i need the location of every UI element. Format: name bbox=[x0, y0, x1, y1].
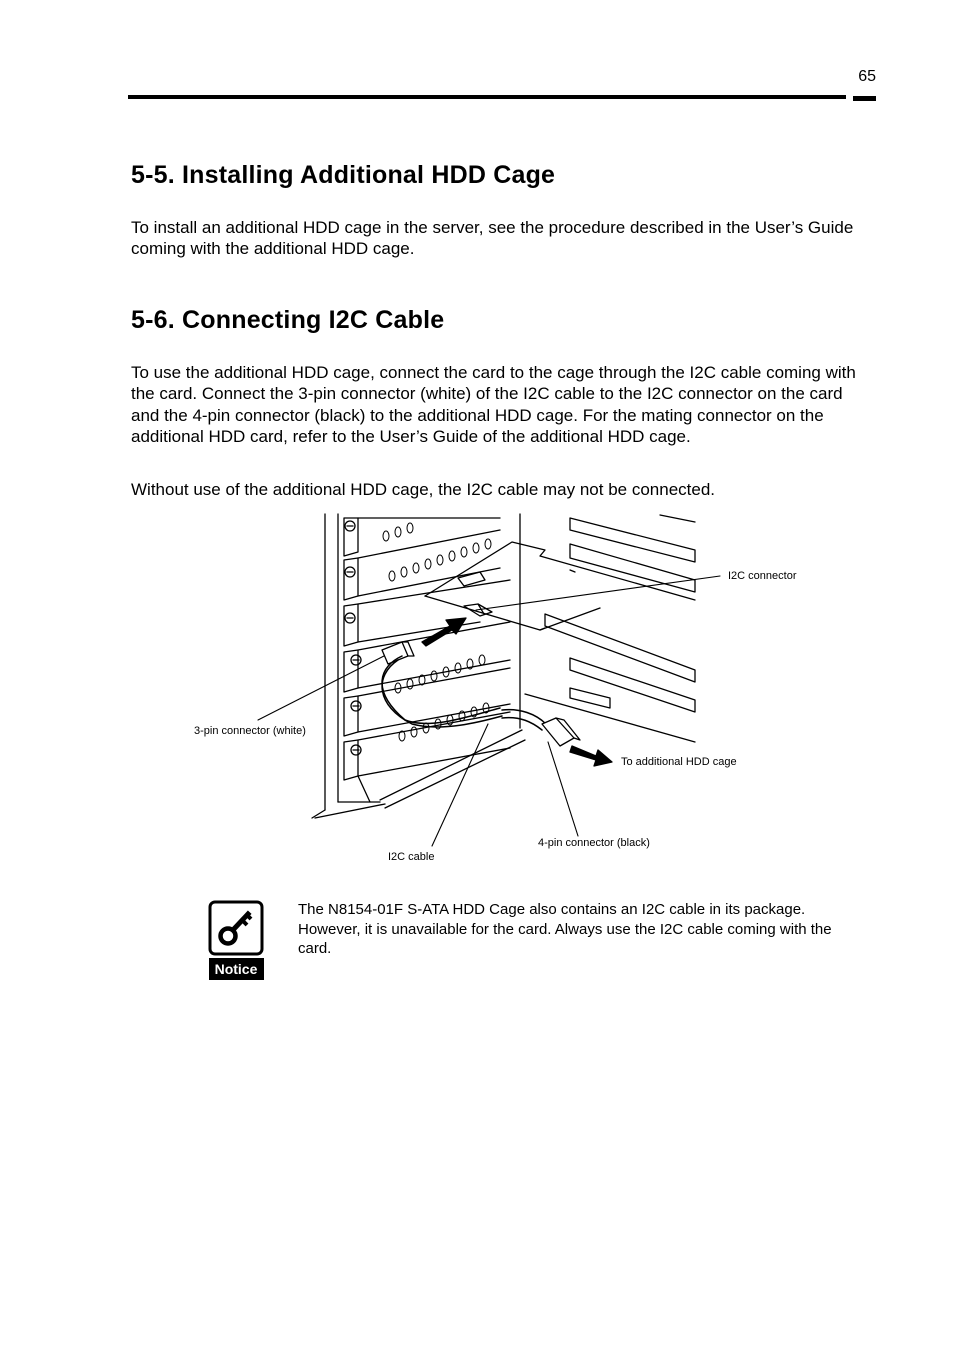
label-three-pin-connector: 3-pin connector (white) bbox=[194, 725, 306, 737]
section-heading-5-6: 5-6. Connecting I2C Cable bbox=[131, 306, 445, 334]
header-rule bbox=[128, 95, 846, 99]
insert-arrow bbox=[422, 618, 466, 646]
notice-badge bbox=[208, 900, 265, 982]
section-5-5-paragraph: To install an additional HDD cage in the server, see the procedure described in the User’s Guide coming with the additional HDD cage. bbox=[131, 218, 854, 259]
page-number: 65 bbox=[858, 68, 876, 85]
notice-label: Notice bbox=[214, 961, 258, 977]
i2c-cable-connection-figure bbox=[180, 510, 820, 880]
section-heading-5-5: 5-5. Installing Additional HDD Cage bbox=[131, 161, 556, 189]
section-5-6-paragraph-2: Without use of the additional HDD cage, the I2C cable may not be connected. bbox=[131, 480, 716, 499]
label-four-pin-connector: 4-pin connector (black) bbox=[538, 837, 650, 849]
label-i2c-cable: I2C cable bbox=[388, 851, 435, 863]
i2c-cable bbox=[382, 656, 546, 730]
server-chassis-illustration bbox=[180, 510, 820, 880]
label-to-hdd-cage: To additional HDD cage bbox=[621, 756, 737, 768]
hdd-cage-arrow bbox=[570, 746, 612, 766]
motherboard-slots bbox=[525, 515, 695, 742]
vent-holes bbox=[383, 523, 491, 741]
header-rule-tab bbox=[853, 96, 876, 101]
notice-text: The N8154-01F S-ATA HDD Cage also contains an I2C cable in its package. However, it is unavailable for the card. Always use the I2C cable coming with the card. bbox=[298, 901, 832, 957]
section-5-6-paragraph-1: To use the additional HDD cage, connect the card to the cage through the I2C cable coming with the card. Connect the 3-pin connector (white) of the I2C cable to the I2C connector on the card and the 4-pin connector (black) to the additional HDD cage. For the mating connector on the additional HDD card, refer to the User’s Guide of the additional HDD cage. bbox=[131, 363, 856, 446]
label-i2c-connector: I2C connector bbox=[728, 570, 797, 582]
expansion-card bbox=[425, 542, 695, 630]
